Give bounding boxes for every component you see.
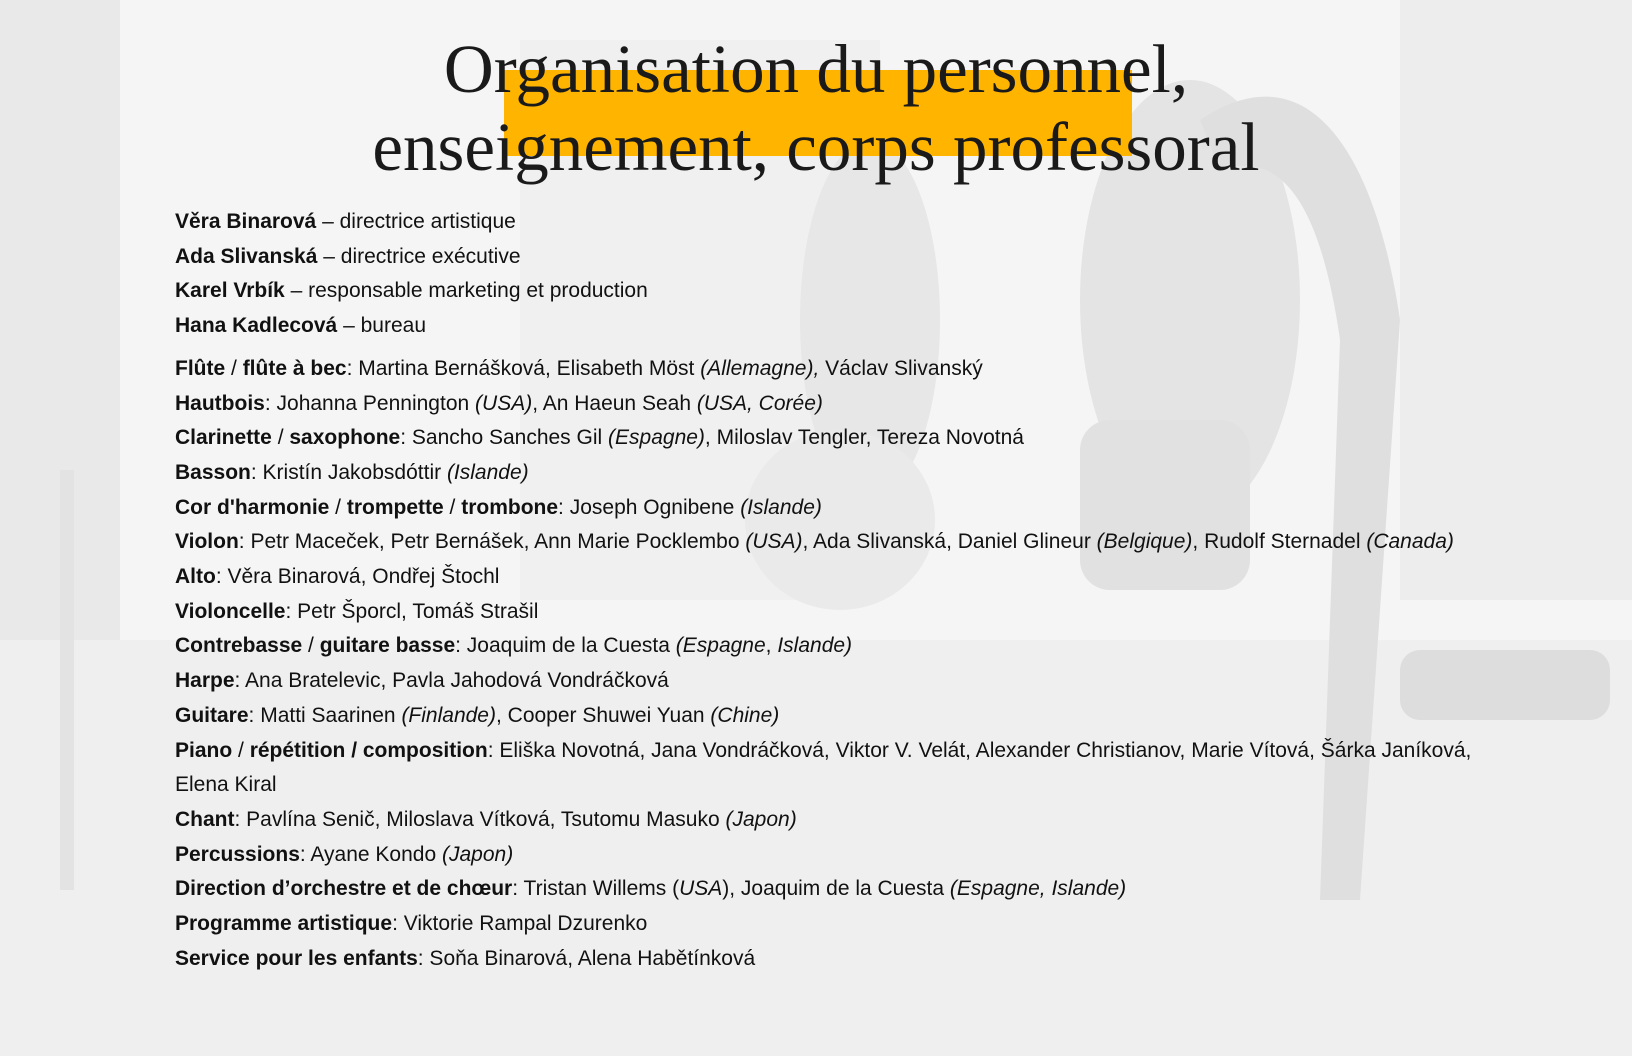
faculty-text: / — [443, 495, 462, 519]
faculty-text: , An Haeun Seah — [532, 391, 697, 415]
instrument-label: Piano — [175, 738, 233, 762]
faculty-text: : Petr Šporcl, Tomáš Strašil — [285, 599, 539, 623]
country-note: (Allemagne), — [700, 356, 820, 380]
country-note: (Japon) — [725, 807, 797, 831]
instrument-label: flûte à bec — [242, 356, 347, 380]
instrument-label: Contrebasse — [175, 634, 303, 658]
country-note: (USA) — [475, 391, 533, 415]
country-note: (Japon) — [441, 842, 514, 866]
title-line-2: enseignement, corps professoral — [372, 109, 1260, 185]
instrument-label: trompette — [346, 495, 444, 519]
country-note: (Espagne — [675, 634, 766, 658]
instrument-label: Alto — [175, 565, 216, 589]
instrument-label: Flûte — [175, 356, 226, 380]
faculty-text: : Věra Binarová, Ondřej Štochl — [215, 565, 500, 589]
faculty-item — [175, 699, 1575, 734]
instrument-label: Hautbois — [175, 391, 265, 415]
instrument-label: Cor d'harmonie — [175, 495, 330, 519]
faculty-text: : Viktorie Rampal Dzurenko — [392, 912, 648, 936]
faculty-item — [175, 629, 1575, 664]
faculty-text: / — [302, 634, 320, 658]
staff-list — [175, 205, 1575, 976]
staff-separator: – — [337, 314, 361, 338]
faculty-text: Václav Slivanský — [819, 356, 983, 380]
instrument-label: Clarinette — [175, 426, 272, 450]
faculty-item — [175, 491, 1575, 526]
staff-name: Ada Slivanská — [175, 244, 318, 268]
faculty-text: : Soňa Binarová, Alena Habětínková — [417, 946, 756, 970]
faculty-text: : Petr Maceček, Petr Bernášek, Ann Marie Pocklembo — [238, 530, 746, 554]
country-note: (USA) — [745, 530, 803, 554]
faculty-text: , Ada Slivanská, Daniel Glineur — [802, 530, 1097, 554]
faculty-text: : Martina Bernášková, Elisabeth Möst — [346, 356, 701, 380]
staff-separator: – — [316, 210, 340, 233]
faculty-text: , Rudolf Sternadel — [1192, 530, 1367, 554]
country-note: (Belgique) — [1096, 530, 1193, 554]
country-note: (Finlande) — [401, 703, 496, 727]
instrument-label: Violon — [175, 530, 239, 554]
faculty-text: / — [329, 495, 347, 519]
faculty-item — [175, 456, 1575, 491]
faculty-item — [175, 560, 1575, 595]
instrument-label: Programme artistique — [175, 912, 393, 936]
country-note: (Islande) — [740, 495, 822, 519]
faculty-text: , Miloslav Tengler, Tereza Novotná — [704, 426, 1024, 450]
instrument-label: Basson — [175, 460, 251, 484]
staff-separator: – — [317, 244, 341, 268]
instrument-label: Violoncelle — [175, 599, 286, 623]
staff-name: Karel Vrbík — [175, 279, 285, 303]
instrument-label: Harpe — [175, 669, 235, 693]
faculty-item — [175, 352, 1575, 387]
page-title — [0, 30, 1632, 186]
faculty-item — [175, 872, 1575, 907]
country-note: (Espagne) — [608, 426, 705, 450]
faculty-item — [175, 595, 1575, 630]
faculty-item — [175, 525, 1575, 560]
faculty-text: : Ayane Kondo — [299, 842, 442, 866]
faculty-item — [175, 734, 1525, 803]
staff-role: responsable marketing et production — [308, 279, 648, 303]
country-note: USA — [679, 877, 723, 901]
staff-separator: – — [284, 279, 309, 303]
country-note: (USA, Corée) — [696, 391, 823, 415]
faculty-text: : Tristan Willems ( — [512, 877, 680, 901]
staff-item — [175, 240, 1575, 275]
faculty-text: ), Joaquim de la Cuesta — [722, 877, 950, 901]
title-line-1: Organisation du personnel, — [443, 31, 1189, 107]
faculty-item — [175, 907, 1575, 942]
faculty-text: : Joseph Ognibene — [558, 495, 741, 519]
staff-name: Věra Binarová — [175, 210, 317, 233]
faculty-text: : Kristín Jakobsdóttir — [250, 460, 447, 484]
country-note: Islande) — [777, 634, 853, 658]
country-note: (Espagne, Islande) — [949, 877, 1127, 901]
instrument-label: saxophone — [289, 426, 401, 450]
faculty-item — [175, 664, 1575, 699]
country-note: (Chine) — [710, 703, 780, 727]
staff-role: bureau — [360, 314, 426, 338]
instrument-label: Service pour les enfants — [175, 946, 418, 970]
faculty-text: : Pavlína Senič, Miloslava Vítková, Tsutomu Masuko — [234, 807, 726, 831]
faculty-text: / — [232, 738, 250, 762]
staff-role: directrice exécutive — [340, 244, 521, 268]
staff-role: directrice artistique — [339, 210, 516, 233]
staff-item — [175, 309, 1575, 344]
staff-item — [175, 205, 1575, 240]
faculty-item — [175, 838, 1575, 873]
instrument-label: Percussions — [175, 842, 300, 866]
faculty-text: : Matti Saarinen — [248, 703, 402, 727]
faculty-text: : Joaquim de la Cuesta — [455, 634, 676, 658]
faculty-text: , — [765, 634, 778, 658]
instrument-label: guitare basse — [319, 634, 456, 658]
instrument-label: trombone — [461, 495, 559, 519]
faculty-text: , Cooper Shuwei Yuan — [495, 703, 711, 727]
instrument-label: répétition / composition — [249, 738, 488, 762]
country-note: (Canada) — [1366, 530, 1454, 554]
faculty-text: : Sancho Sanches Gil — [400, 426, 609, 450]
faculty-text: : Eliška Novotná, Jana Vondráčková, Viktor V. Velát, Alexander Christianov, Marie Vítová, Šárka Janíková, Elena Kiral — [175, 738, 1472, 797]
instrument-label: Chant — [175, 807, 235, 831]
faculty-text: : Ana Bratelevic, Pavla Jahodová Vondráčková — [234, 669, 669, 693]
faculty-item — [175, 803, 1575, 838]
faculty-text: : Johanna Pennington — [264, 391, 476, 415]
instrument-label: Guitare — [175, 703, 249, 727]
faculty-item — [175, 942, 1575, 977]
staff-item — [175, 274, 1575, 309]
faculty-item — [175, 387, 1575, 422]
country-note: (Islande) — [446, 460, 529, 484]
instrument-label: Direction d’orchestre et de chœur — [175, 877, 513, 901]
faculty-item — [175, 421, 1575, 456]
faculty-list — [175, 352, 1575, 977]
faculty-text: / — [225, 356, 243, 380]
faculty-text: / — [271, 426, 290, 450]
staff-name: Hana Kadlecová — [175, 314, 338, 338]
